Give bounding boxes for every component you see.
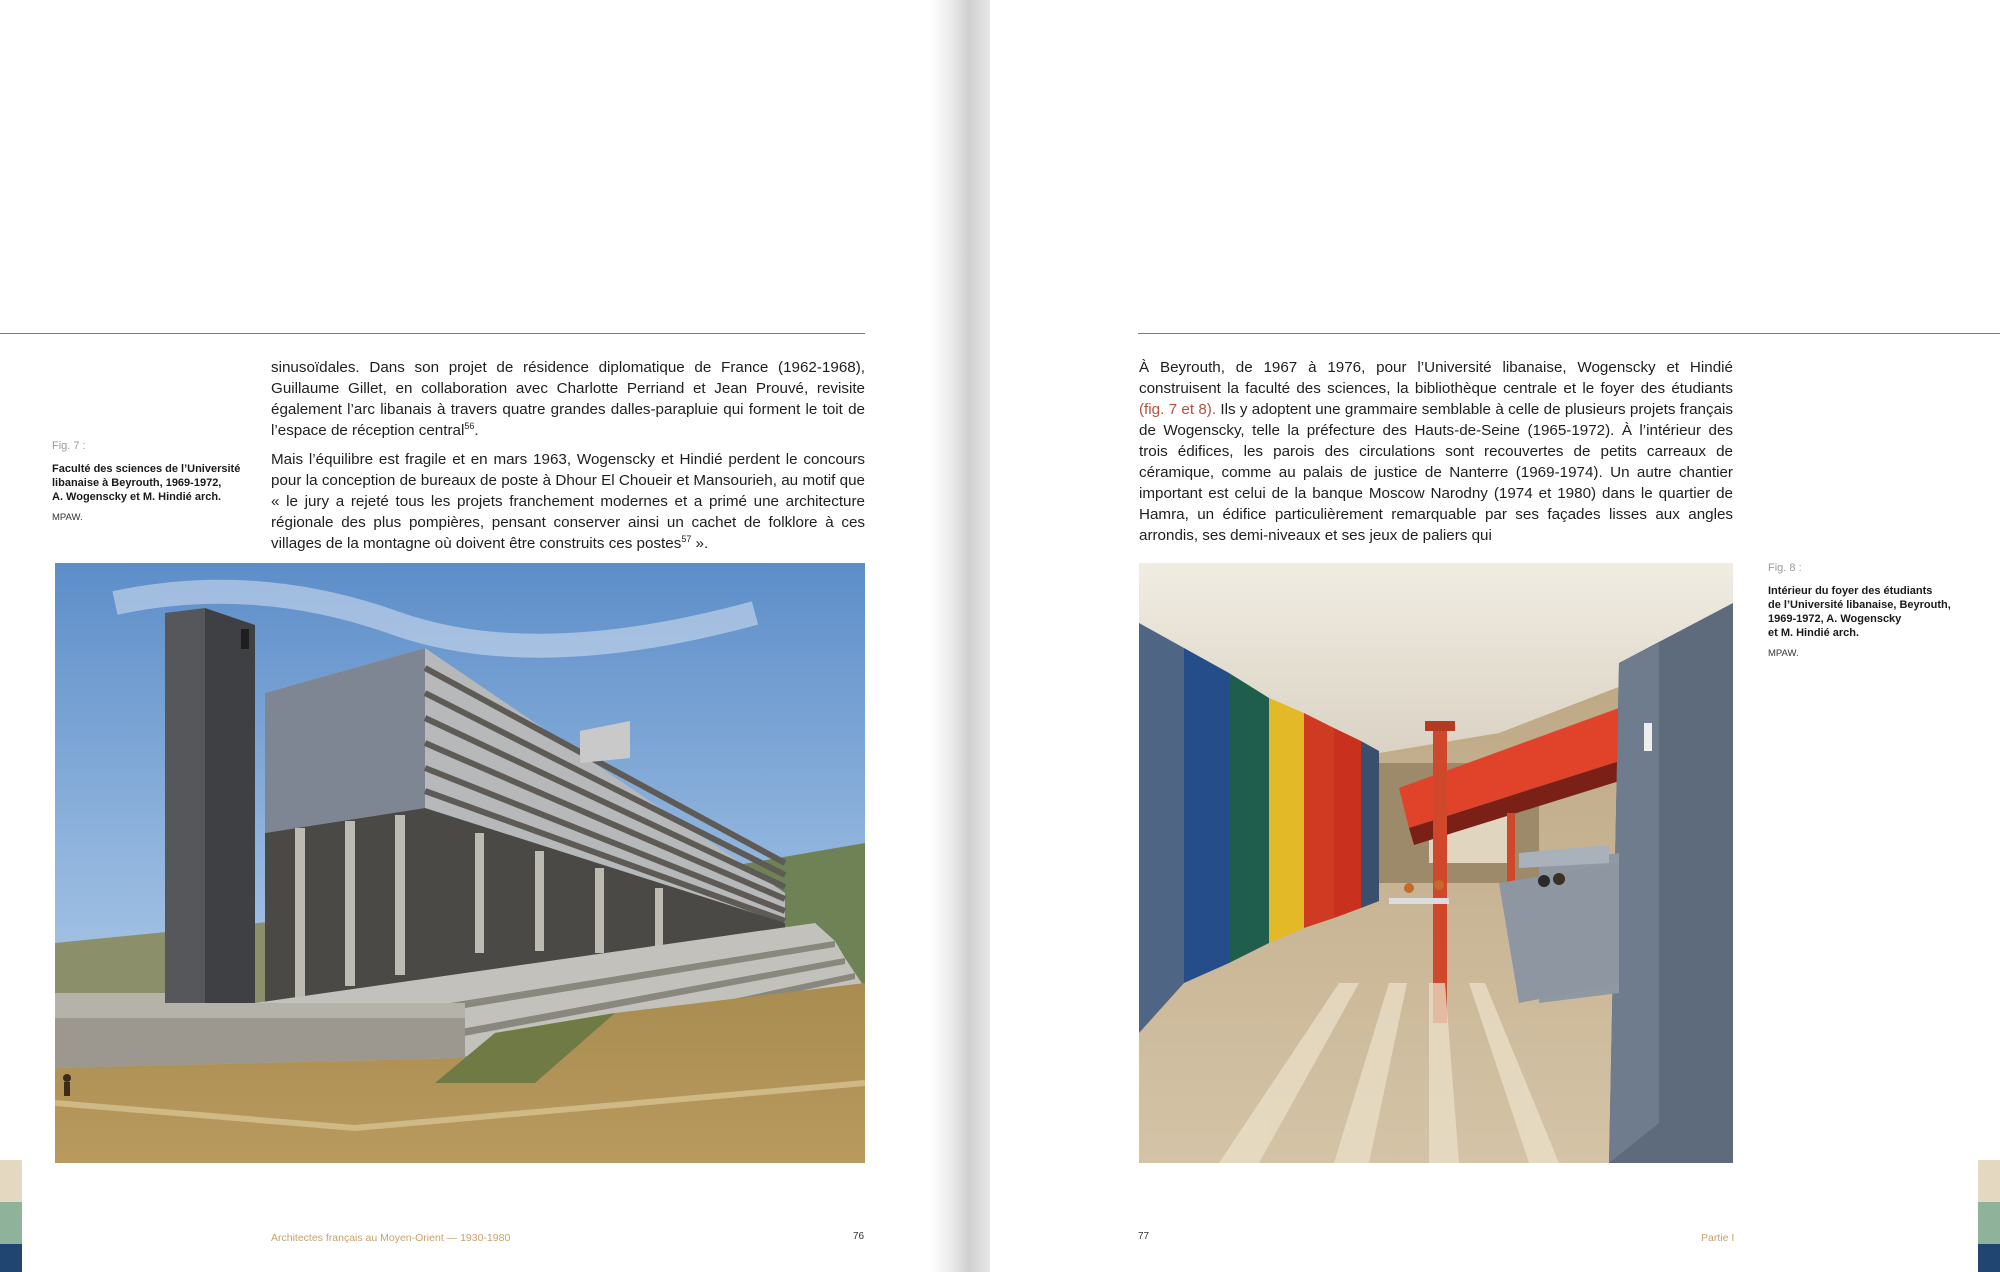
- left-page: [0, 0, 950, 1272]
- chapter-tab: [0, 1244, 22, 1272]
- figure-8-caption: [1768, 562, 1958, 659]
- page-number: 76: [853, 1231, 865, 1242]
- chapter-tab: [0, 1160, 22, 1202]
- body-text: [1139, 357, 1733, 554]
- figure-7-photo: [55, 563, 865, 1163]
- figure-credit: MPAW.: [1768, 648, 1799, 659]
- figure-label: Fig. 8 :: [1768, 562, 1802, 574]
- paragraph: sinusoïdales. Dans son projet de résidence diplomatique de France (1962-1968), Guillaume Gillet, en collaboration avec Charlotte Perriand et Jean Prouvé, revisite également l’arc libanais à travers quatre grandes dalles-parapluie qui forment le toit de l’espace de réception central$^{56}$.: [271, 359, 865, 439]
- body-text: [271, 357, 865, 562]
- header-rule: [1138, 333, 2000, 334]
- paragraph: Mais l’équilibre est fragile et en mars 1963, Wogenscky et Hindié perdent le concours pour la conception de bureaux de poste à Dhour El Choueir et Mansourieh, au motif que « le jury a rejeté tous les projets franchement modernes et a primé une architecture régionale des plus pompières, pensant conserver ainsi un cachet de folklore à ces villages de la montagne où doivent être construits ces postes$^{57}$ ».: [271, 451, 865, 552]
- figure-label: Fig. 7 :: [52, 440, 86, 452]
- figure-7-caption: [52, 440, 252, 523]
- figure-title: Intérieur du foyer des étudiants de l’Université libanaise, Beyrouth, 1969-1972, A. Wogenscky et M. Hindié arch.: [1768, 585, 1951, 639]
- footnote-ref[interactable]: 57: [681, 533, 692, 544]
- chapter-tab: [1978, 1244, 2000, 1272]
- footnote-ref[interactable]: 56: [464, 420, 475, 431]
- chapter-tab: [1978, 1202, 2000, 1244]
- running-footer-title: Architectes français au Moyen-Orient — 1930-1980: [271, 1232, 511, 1244]
- figure-credit: MPAW.: [52, 512, 83, 523]
- student-foyer-interior-photo: [1139, 563, 1733, 1163]
- paragraph: À Beyrouth, de 1967 à 1976, pour l’Université libanaise, Wogenscky et Hindié construisent la faculté des sciences, la bibliothèque centrale et le foyer des étudiants (fig. 7 et 8). Ils y adoptent une grammaire semblable à celle de plusieurs projets français de Wogenscky, telle la préfecture des Hauts-de-Seine (1965-1972). À l’intérieur des trois édifices, les parois des circulations sont recouvertes de petits carreaux de céramique, comme au palais de justice de Nanterre (1969-1974). Un autre chantier important est celui de la banque Moscow Narodny (1974 et 1980) dans le quartier de Hamra, un édifice particulièrement remarquable par ses façades lisses aux angles arrondis, ses demi-niveaux et ses jeux de paliers qui: [1139, 359, 1733, 544]
- header-rule: [0, 333, 865, 334]
- figure-reference-link[interactable]: (fig. 7 et 8).: [1139, 401, 1217, 418]
- university-building-photo: [55, 563, 865, 1163]
- right-page: [990, 0, 2000, 1272]
- running-footer-section: Partie I: [1701, 1232, 1735, 1244]
- page-number: 77: [1138, 1231, 1150, 1242]
- figure-8-photo: [1139, 563, 1733, 1163]
- chapter-tab: [1978, 1160, 2000, 1202]
- chapter-tab: [0, 1202, 22, 1244]
- figure-title: Faculté des sciences de l’Université libanaise à Beyrouth, 1969-1972, A. Wogenscky et M. Hindié arch.: [52, 463, 241, 503]
